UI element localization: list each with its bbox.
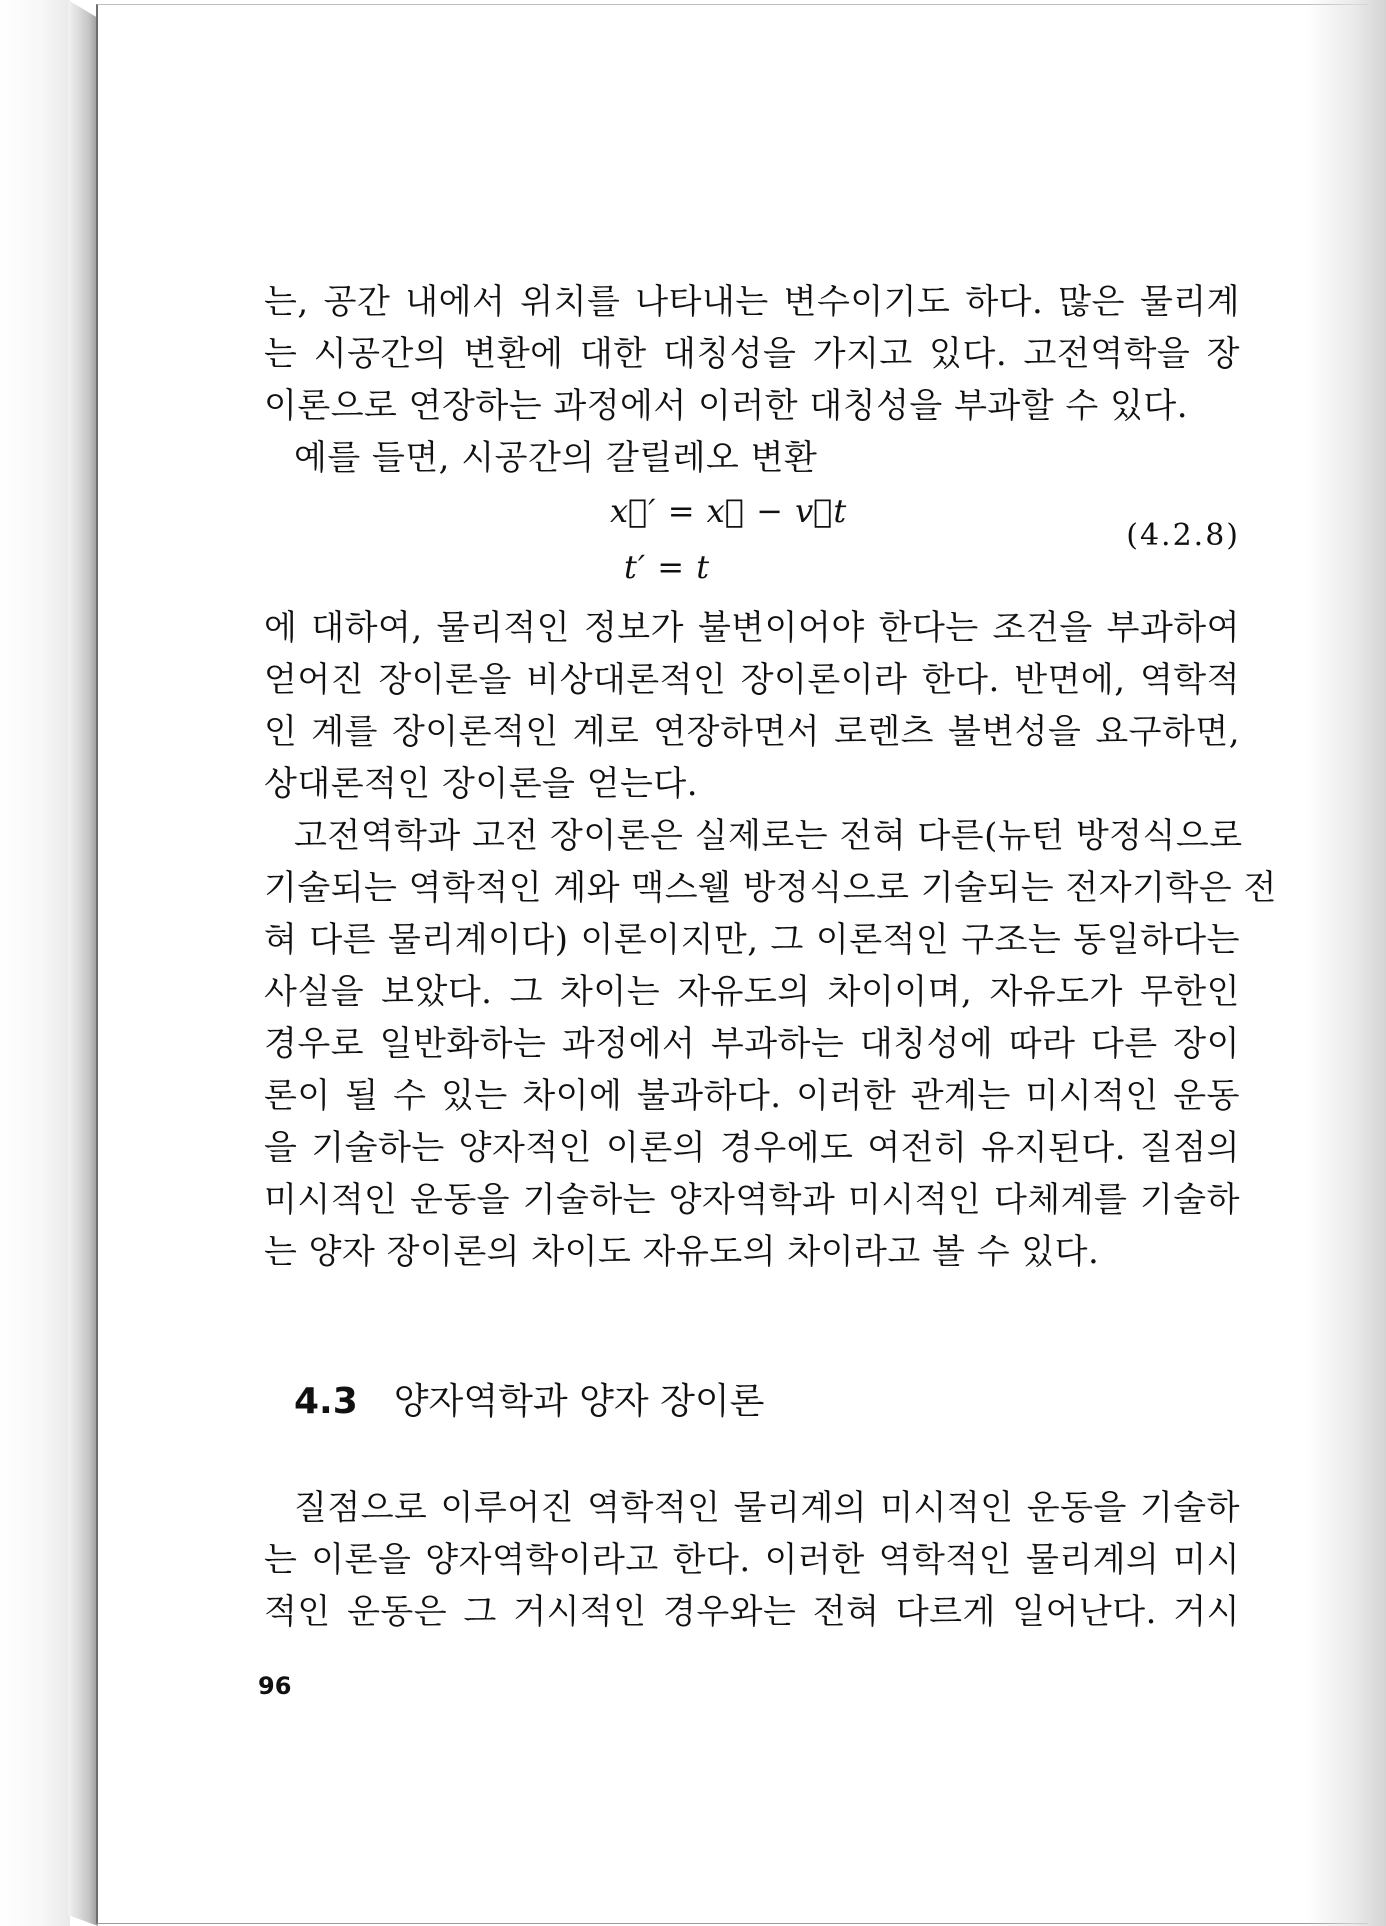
text-line: 상대론적인 장이론을 얻는다.	[264, 764, 699, 804]
text-line: 사실을 보았다. 그 차이는 자유도의 차이이며, 자유도가 무한인	[264, 972, 1240, 1012]
page-number: 96	[258, 1672, 292, 1700]
text-line: 는, 공간 내에서 위치를 나타내는 변수이기도 하다. 많은 물리계	[264, 282, 1240, 322]
book-spine-edge	[68, 0, 98, 1926]
text-line: 는 시공간의 변환에 대한 대칭성을 가지고 있다. 고전역학을 장	[264, 334, 1240, 374]
text-line: 혀 다른 물리계이다) 이론이지만, 그 이론적인 구조는 동일하다는	[264, 920, 1240, 960]
left-margin-shadow	[0, 0, 70, 1926]
section-number: 4.3	[294, 1381, 358, 1422]
section-heading	[264, 1372, 1240, 1432]
paragraph-2-intro: 예를 들면, 시공간의 갈릴레오 변환	[294, 438, 818, 478]
right-page-shade	[1306, 0, 1386, 1926]
equation-4-2-8	[264, 484, 1240, 602]
text-line: 는 이론을 양자역학이라고 한다. 이러한 역학적인 물리계의 미시	[264, 1540, 1240, 1580]
text-line: 고전역학과 고전 장이론은 실제로는 전혀 다른(뉴턴 방정식으로	[294, 816, 1243, 856]
section-title: 양자역학과 양자 장이론	[393, 1381, 765, 1422]
text-line: 을 기술하는 양자적인 이론의 경우에도 여전히 유지된다. 질점의	[264, 1128, 1240, 1168]
text-line: 경우로 일반화하는 과정에서 부과하는 대칭성에 따라 다른 장이	[264, 1024, 1240, 1064]
text-line: 질점으로 이루어진 역학적인 물리계의 미시적인 운동을 기술하	[294, 1488, 1240, 1528]
text-line: 에 대하여, 물리적인 정보가 불변이어야 한다는 조건을 부과하여	[264, 608, 1240, 648]
paragraph-5	[264, 1482, 1240, 1638]
text-line: 인 계를 장이론적인 계로 연장하면서 로렌츠 불변성을 요구하면,	[264, 712, 1240, 752]
paragraph-4	[264, 810, 1277, 1278]
text-line: 는 양자 장이론의 차이도 자유도의 차이라고 볼 수 있다.	[264, 1232, 1100, 1272]
equation-line-1: x⃗′ = x⃗ − v⃗t	[610, 492, 848, 530]
text-line: 기술되는 역학적인 계와 맥스웰 방정식으로 기술되는 전자기학은 전	[264, 868, 1277, 908]
equation-line-2: t′ = t	[624, 548, 711, 586]
equation-number: (4.2.8)	[1126, 518, 1240, 553]
paragraph-3	[264, 602, 1240, 810]
paragraph-1	[264, 276, 1240, 432]
page-content	[264, 276, 1277, 1638]
text-line: 론이 될 수 있는 차이에 불과하다. 이러한 관계는 미시적인 운동	[264, 1076, 1240, 1116]
text-line: 얻어진 장이론을 비상대론적인 장이론이라 한다. 반면에, 역학적	[264, 660, 1240, 700]
text-line: 적인 운동은 그 거시적인 경우와는 전혀 다르게 일어난다. 거시	[264, 1592, 1240, 1632]
text-line: 이론으로 연장하는 과정에서 이러한 대칭성을 부과할 수 있다.	[264, 386, 1189, 426]
text-line: 미시적인 운동을 기술하는 양자역학과 미시적인 다체계를 기술하	[264, 1180, 1240, 1220]
